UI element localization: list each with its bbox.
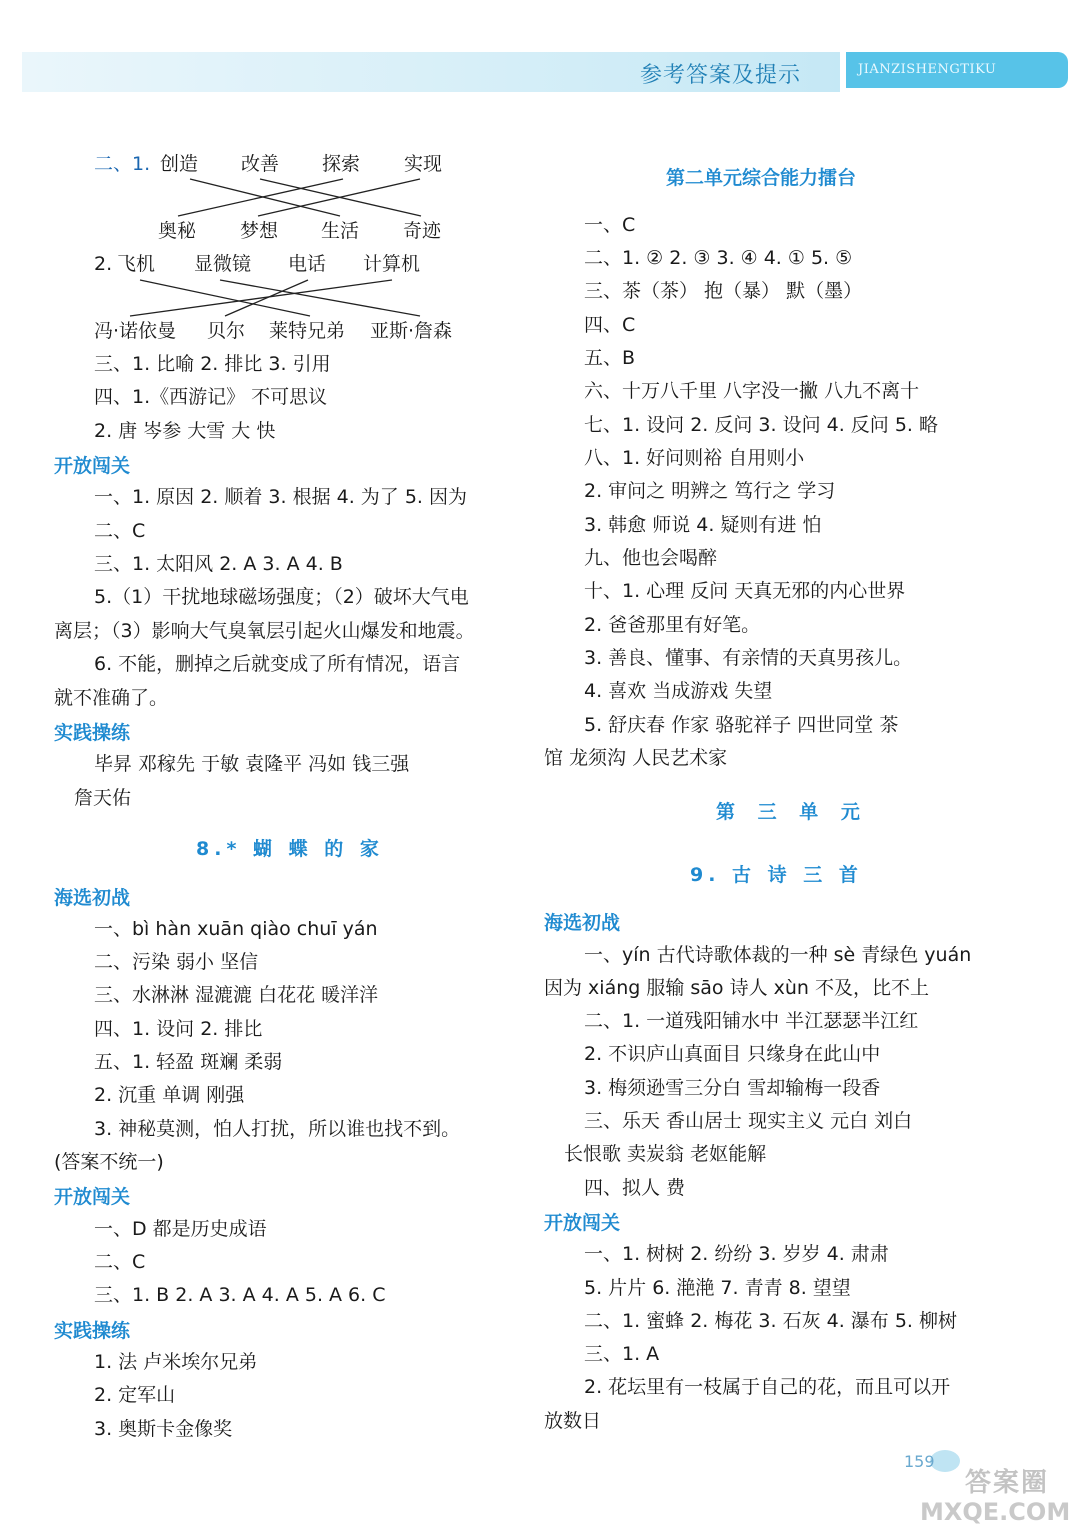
header-title: 参考答案及提示 bbox=[640, 63, 802, 88]
right-line-4: 四、C bbox=[584, 314, 636, 336]
left-line-1: 三、1. 比喻 2. 排比 3. 引用 bbox=[94, 353, 331, 375]
right-line-13: 2. 爸爸那里有好笔。 bbox=[584, 614, 761, 636]
left-line-19: 3. 神秘莫测，怕人打扰，所以谁也找不到。 bbox=[94, 1118, 461, 1140]
match2-bottom-2: 贝尔 bbox=[207, 320, 246, 342]
right-line-18: 一、yín 古代诗歌体裁的一种 sè 青绿色 yuán bbox=[584, 944, 972, 966]
right-line-29: 三、1. A bbox=[584, 1343, 660, 1365]
right-line-7: 七、1. 设问 2. 反问 3. 设问 4. 反问 5. 略 bbox=[584, 414, 938, 436]
right-line-9: 2. 审问之 明辨之 笃行之 学习 bbox=[584, 480, 836, 502]
match2-prefix: 2. bbox=[94, 253, 113, 275]
right-line-24: 长恨歌 卖炭翁 老妪能解 bbox=[564, 1143, 767, 1165]
section-heading-practice-2: 实践操练 bbox=[54, 1320, 131, 1342]
left-line-23: 三、1. B 2. A 3. A 4. A 5. A 6. C bbox=[94, 1284, 386, 1306]
match2-top-2: 显微镜 bbox=[194, 253, 252, 275]
right-line-21: 2. 不识庐山真面目 只缘身在此山中 bbox=[584, 1043, 881, 1065]
section-heading-open-challenge-2: 开放闯关 bbox=[54, 1186, 131, 1208]
right-line-8: 八、1. 好问则裕 自用则小 bbox=[584, 447, 805, 469]
match2-top-1: 飞机 bbox=[117, 253, 156, 275]
right-line-26: 一、1. 树树 2. 纷纷 3. 岁岁 4. 肃肃 bbox=[584, 1243, 889, 1265]
right-line-20: 二、1. 一道残阳铺水中 半江瑟瑟半江红 bbox=[584, 1010, 919, 1032]
left-line-5: 二、C bbox=[94, 520, 146, 542]
right-line-22: 3. 梅须逊雪三分白 雪却输梅一段香 bbox=[584, 1077, 881, 1099]
left-line-15: 三、水淋淋 湿漉漉 白花花 暖洋洋 bbox=[94, 984, 379, 1006]
left-line-26: 3. 奥斯卡金像奖 bbox=[94, 1418, 233, 1440]
left-line-12: 詹天佑 bbox=[74, 787, 132, 809]
right-line-31: 放数日 bbox=[544, 1410, 602, 1432]
watermark-url: MXQE.COM bbox=[920, 1498, 1071, 1526]
match2-bottom-1: 冯·诺依曼 bbox=[94, 320, 177, 342]
left-line-20: (答案不统一) bbox=[54, 1151, 164, 1173]
left-line-8: 离层；（3）影响大气臭氧层引起火山爆发和地震。 bbox=[54, 620, 475, 642]
match1-top-1: 创造 bbox=[160, 153, 199, 175]
match1-prefix: 二、1. bbox=[94, 153, 151, 175]
left-line-4: 一、1. 原因 2. 顺着 3. 根据 4. 为了 5. 因为 bbox=[94, 486, 467, 508]
match2-bottom-4: 亚斯·詹森 bbox=[370, 320, 453, 342]
left-line-7: 5.（1）干扰地球磁场强度；（2）破坏大气电 bbox=[94, 586, 469, 608]
right-line-14: 3. 善良、懂事、有亲情的天真男孩儿。 bbox=[584, 647, 913, 669]
match1-bottom-3: 生活 bbox=[321, 220, 360, 242]
right-line-3: 三、茶（茶） 抱（暴） 默（墨） bbox=[584, 280, 863, 302]
left-line-16: 四、1. 设问 2. 排比 bbox=[94, 1018, 263, 1040]
right-line-16: 5. 舒庆春 作家 骆驼祥子 四世同堂 茶 bbox=[584, 714, 899, 736]
match1-bottom-4: 奇迹 bbox=[403, 220, 442, 242]
watermark-logo: 答案圈 bbox=[965, 1468, 1050, 1498]
left-line-25: 2. 定军山 bbox=[94, 1384, 176, 1406]
match1-top-2: 改善 bbox=[241, 153, 280, 175]
left-line-14: 二、污染 弱小 坚信 bbox=[94, 951, 259, 973]
match1-bottom-1: 奥秘 bbox=[158, 220, 197, 242]
section-heading-practice: 实践操练 bbox=[54, 722, 131, 744]
right-line-2: 二、1. ② 2. ③ 3. ④ 4. ① 5. ⑤ bbox=[584, 247, 853, 269]
match1-top-3: 探索 bbox=[322, 153, 361, 175]
section-heading-first-round-right: 海选初战 bbox=[544, 912, 621, 934]
right-line-5: 五、B bbox=[584, 347, 636, 369]
unit3-title: 第 三 单 元 bbox=[716, 801, 868, 823]
section-heading-open-challenge: 开放闯关 bbox=[54, 455, 131, 477]
right-line-28: 二、1. 蜜蜂 2. 梅花 3. 石灰 4. 瀑布 5. 柳树 bbox=[584, 1310, 957, 1332]
unit2-test-title: 第二单元综合能力擂台 bbox=[666, 167, 857, 189]
right-line-1: 一、C bbox=[584, 214, 636, 236]
right-line-23: 三、乐天 香山居士 现实主义 元白 刘白 bbox=[584, 1110, 913, 1132]
right-line-19: 因为 xiáng 服输 sāo 诗人 xùn 不及，比不上 bbox=[544, 977, 930, 999]
section-heading-first-round: 海选初战 bbox=[54, 887, 131, 909]
left-line-13: 一、bì hàn xuān qiào chuī yán bbox=[94, 918, 378, 940]
right-line-25: 四、拟人 费 bbox=[584, 1177, 686, 1199]
match2-bottom-3: 莱特兄弟 bbox=[269, 320, 346, 342]
right-line-15: 4. 喜欢 当成游戏 失望 bbox=[584, 680, 773, 702]
left-line-9: 6. 不能，删掉之后就变成了所有情况，语言 bbox=[94, 653, 461, 675]
left-line-21: 一、D 都是历史成语 bbox=[94, 1218, 267, 1240]
right-line-6: 六、十万八千里 八字没一撇 八九不离十 bbox=[584, 380, 920, 402]
left-line-3: 2. 唐 岑参 大雪 大 快 bbox=[94, 420, 276, 442]
right-line-10: 3. 韩愈 师说 4. 疑则有进 怕 bbox=[584, 514, 822, 536]
right-line-11: 九、他也会喝醉 bbox=[584, 547, 718, 569]
right-line-17: 馆 龙须沟 人民艺术家 bbox=[544, 747, 728, 769]
left-line-22: 二、C bbox=[94, 1251, 146, 1273]
right-line-30: 2. 花坛里有一枝属于自己的花，而且可以开 bbox=[584, 1376, 951, 1398]
right-line-12: 十、1. 心理 反问 天真无邪的内心世界 bbox=[584, 580, 906, 602]
left-line-10: 就不准确了。 bbox=[54, 687, 169, 709]
left-line-6: 三、1. 太阳风 2. A 3. A 4. B bbox=[94, 553, 343, 575]
lesson-title-three-poems: 9. 古 诗 三 首 bbox=[690, 864, 863, 886]
left-line-17: 五、1. 轻盈 斑斓 柔弱 bbox=[94, 1051, 283, 1073]
left-line-11: 毕昇 邓稼先 于敏 袁隆平 冯如 钱三强 bbox=[94, 753, 410, 775]
match1-bottom-2: 梦想 bbox=[240, 220, 279, 242]
section-heading-open-challenge-right: 开放闯关 bbox=[544, 1212, 621, 1234]
left-line-2: 四、1.《西游记》 不可思议 bbox=[94, 386, 328, 408]
left-line-24: 1. 法 卢米埃尔兄弟 bbox=[94, 1351, 258, 1373]
match2-top-4: 计算机 bbox=[363, 253, 421, 275]
left-line-18: 2. 沉重 单调 刚强 bbox=[94, 1084, 245, 1106]
lesson-title-butterfly-home: 8.* 蝴 蝶 的 家 bbox=[196, 838, 384, 860]
page-number: 159 bbox=[904, 1452, 935, 1471]
match2-top-3: 电话 bbox=[288, 253, 327, 275]
right-line-27: 5. 片片 6. 滟滟 7. 青青 8. 望望 bbox=[584, 1277, 851, 1299]
match1-top-4: 实现 bbox=[404, 153, 443, 175]
header-tag: JIANZISHENGTIKU bbox=[846, 52, 1068, 88]
